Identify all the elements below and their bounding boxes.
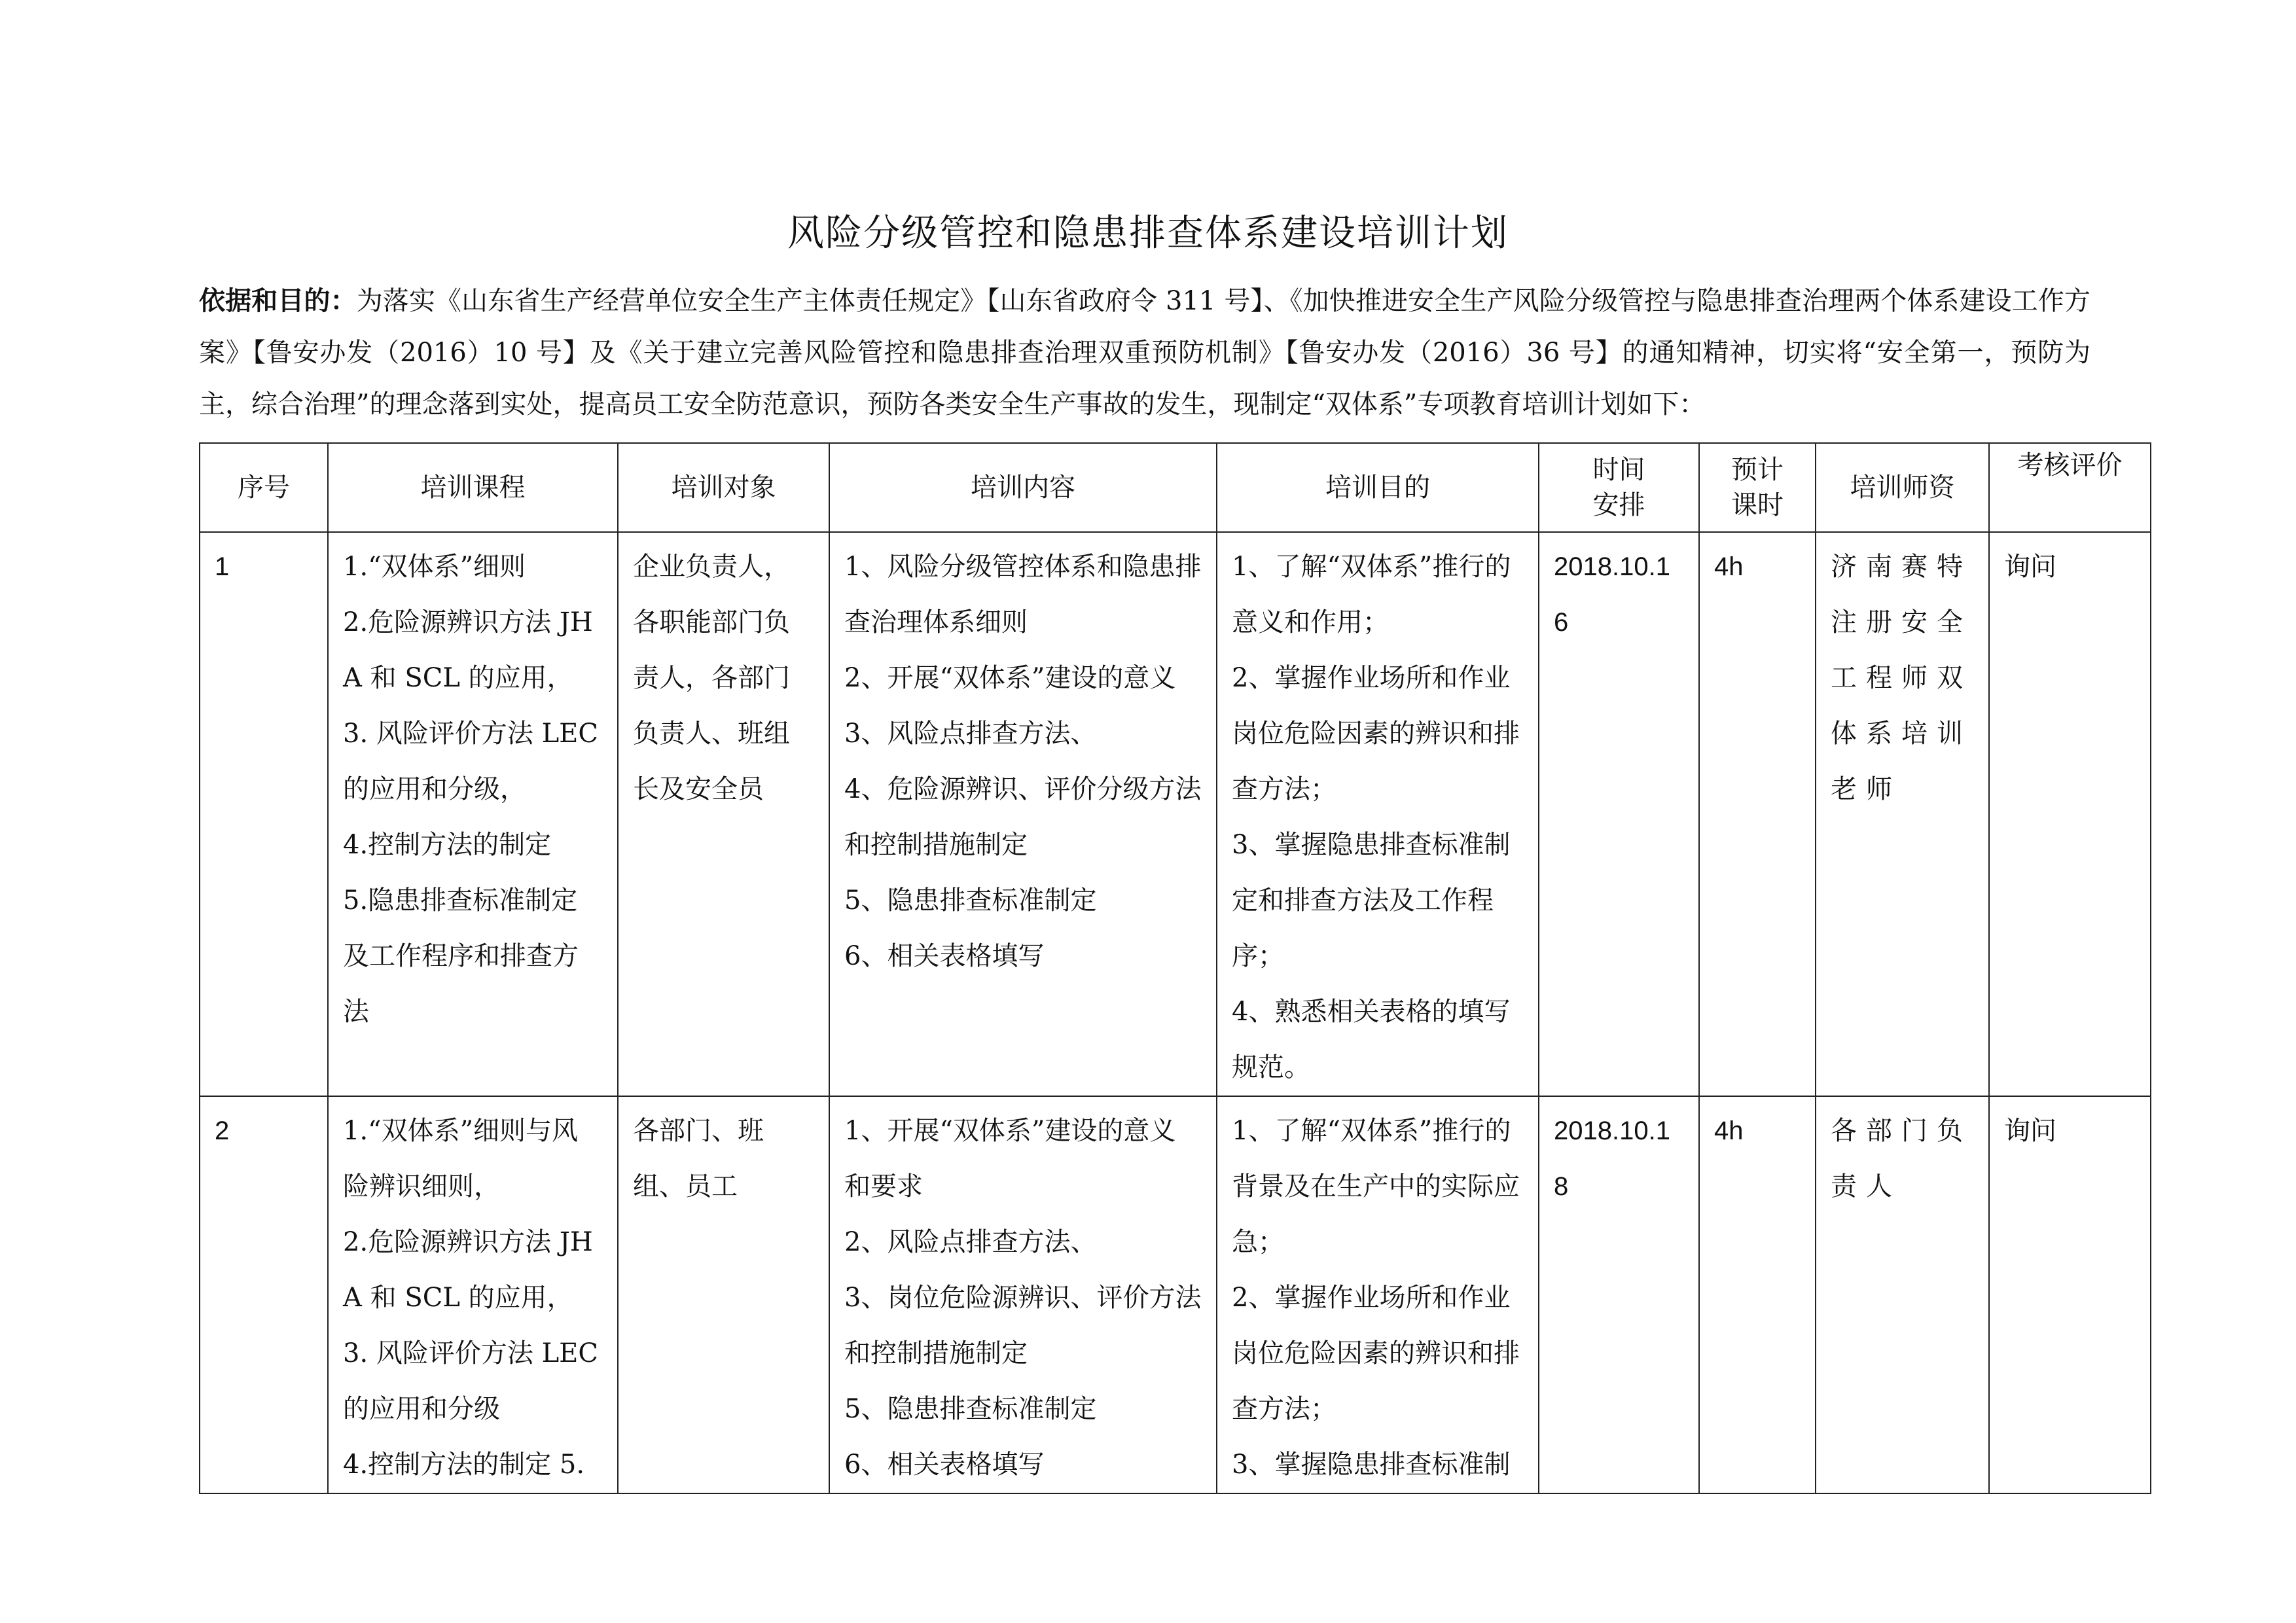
- purpose-item: 3、掌握隐患排查标准制: [1232, 1450, 1511, 1480]
- header-hours: [1699, 443, 1816, 532]
- header-course: 培训课程: [328, 443, 618, 532]
- header-content: 培训内容: [829, 443, 1217, 532]
- header-time: [1539, 443, 1699, 532]
- content-item: 2、风险点排查方法、: [844, 1227, 1097, 1257]
- intro-text: 为落实《山东省生产经营单位安全生产主体责任规定》【山东省政府令 311 号】、《加快推进安全生产风险分级管控与隐患排查治理两个体系建设工作方案》【鲁安办发（2016）10 号】及《关于建立完善风险管控和隐患排查治理双重预防机制》【鲁安办发（2016）36 号】的通知精神，切实将“安全第一，预防为主，综合治理”的理念落到实处，提高员工安全防范意识，预防各类安全生产事故的发生，现制定“双体系”专项教育培训计划如下：: [199, 286, 2090, 419]
- purpose-item: 4、熟悉相关表格的填写规范。: [1232, 997, 1511, 1082]
- table-row: [200, 532, 2151, 1096]
- header-hours-line2: 课时: [1731, 490, 1784, 520]
- cell-content: [829, 1096, 1217, 1493]
- cell-purpose: [1217, 532, 1539, 1096]
- intro-paragraph: [199, 275, 2090, 431]
- purpose-item: 2、掌握作业场所和作业岗位危险因素的辨识和排查方法；: [1232, 1283, 1520, 1424]
- header-time-line2: 安排: [1592, 490, 1645, 520]
- cell-hours: 4h: [1699, 532, 1816, 1096]
- content-item: 1、风险分级管控体系和隐患排查治理体系细则: [844, 552, 1202, 637]
- intro-lead: 依据和目的：: [199, 285, 357, 316]
- header-teacher: 培训师资: [1816, 443, 1989, 532]
- purpose-item: 3、掌握隐患排查标准制定和排查方法及工作程序；: [1232, 830, 1511, 971]
- cell-time: 2018.10.18: [1539, 1096, 1699, 1493]
- training-plan-table: [199, 442, 2151, 1494]
- content-item: 3、风险点排查方法、: [844, 719, 1097, 749]
- table-row: [200, 1096, 2151, 1493]
- cell-time: 2018.10.16: [1539, 532, 1699, 1096]
- header-seq: 序号: [200, 443, 328, 532]
- course-item: 5.隐患排查标准制定及工作程序和排查方法: [343, 885, 579, 1027]
- header-purpose: 培训目的: [1217, 443, 1539, 532]
- content-item: 4、危险源辨识、评价分级方法和控制措施制定: [844, 774, 1202, 860]
- cell-content: [829, 532, 1217, 1096]
- content-item: 6、相关表格填写: [844, 1450, 1045, 1480]
- cell-purpose: [1217, 1096, 1539, 1493]
- course-item: 3. 风险评价方法 LEC 的应用和分级，: [343, 719, 598, 804]
- content-item: 5、隐患排查标准制定: [844, 885, 1097, 916]
- cell-target: 企业负责人，各职能部门负责人，各部门负责人、班组长及安全员: [618, 532, 829, 1096]
- course-item: 1.“双体系”细则: [343, 552, 526, 582]
- course-item: 4.控制方法的制定: [343, 830, 552, 860]
- cell-eval: 询问: [1989, 532, 2151, 1096]
- content-item: 5、隐患排查标准制定: [844, 1394, 1097, 1424]
- cell-eval: 询问: [1989, 1096, 2151, 1493]
- purpose-item: 1、了解“双体系”推行的背景及在生产中的实际应急；: [1232, 1116, 1520, 1257]
- page-title: 风险分级管控和隐患排查体系建设培训计划: [787, 212, 1509, 255]
- content-item: 1、开展“双体系”建设的意义和要求: [844, 1116, 1176, 1202]
- course-item: 2.危险源辨识方法 JHA 和 SCL 的应用，: [343, 1227, 593, 1313]
- purpose-item: 2、掌握作业场所和作业岗位危险因素的辨识和排查方法；: [1232, 663, 1520, 804]
- header-time-line1: 时间: [1592, 455, 1645, 485]
- cell-course: [328, 532, 618, 1096]
- cell-hours: 4h: [1699, 1096, 1816, 1493]
- cell-seq: 2: [200, 1096, 328, 1493]
- table-header-row: [200, 443, 2151, 532]
- header-target: 培训对象: [618, 443, 829, 532]
- course-item: 3. 风险评价方法 LEC 的应用和分级: [343, 1338, 598, 1424]
- cell-teacher: 各部门负责人: [1816, 1096, 1989, 1493]
- header-hours-line1: 预计: [1731, 455, 1784, 485]
- cell-course: [328, 1096, 618, 1493]
- cell-teacher: 济南赛特注册安全工程师双体系培训老师: [1816, 532, 1989, 1096]
- cell-seq: 1: [200, 532, 328, 1096]
- content-item: 6、相关表格填写: [844, 941, 1045, 971]
- header-eval: 考核评价: [1989, 443, 2151, 532]
- course-item: 1.“双体系”细则与风险辨识细则，: [343, 1116, 579, 1202]
- content-item: 3、岗位危险源辨识、评价方法和控制措施制定: [844, 1283, 1202, 1368]
- course-item: 4.控制方法的制定 5.: [343, 1450, 585, 1480]
- purpose-item: 1、了解“双体系”推行的意义和作用；: [1232, 552, 1511, 637]
- content-item: 2、开展“双体系”建设的意义: [844, 663, 1176, 693]
- cell-target: 各部门、班组、员工: [618, 1096, 829, 1493]
- course-item: 2.危险源辨识方法 JHA 和 SCL 的应用，: [343, 607, 593, 693]
